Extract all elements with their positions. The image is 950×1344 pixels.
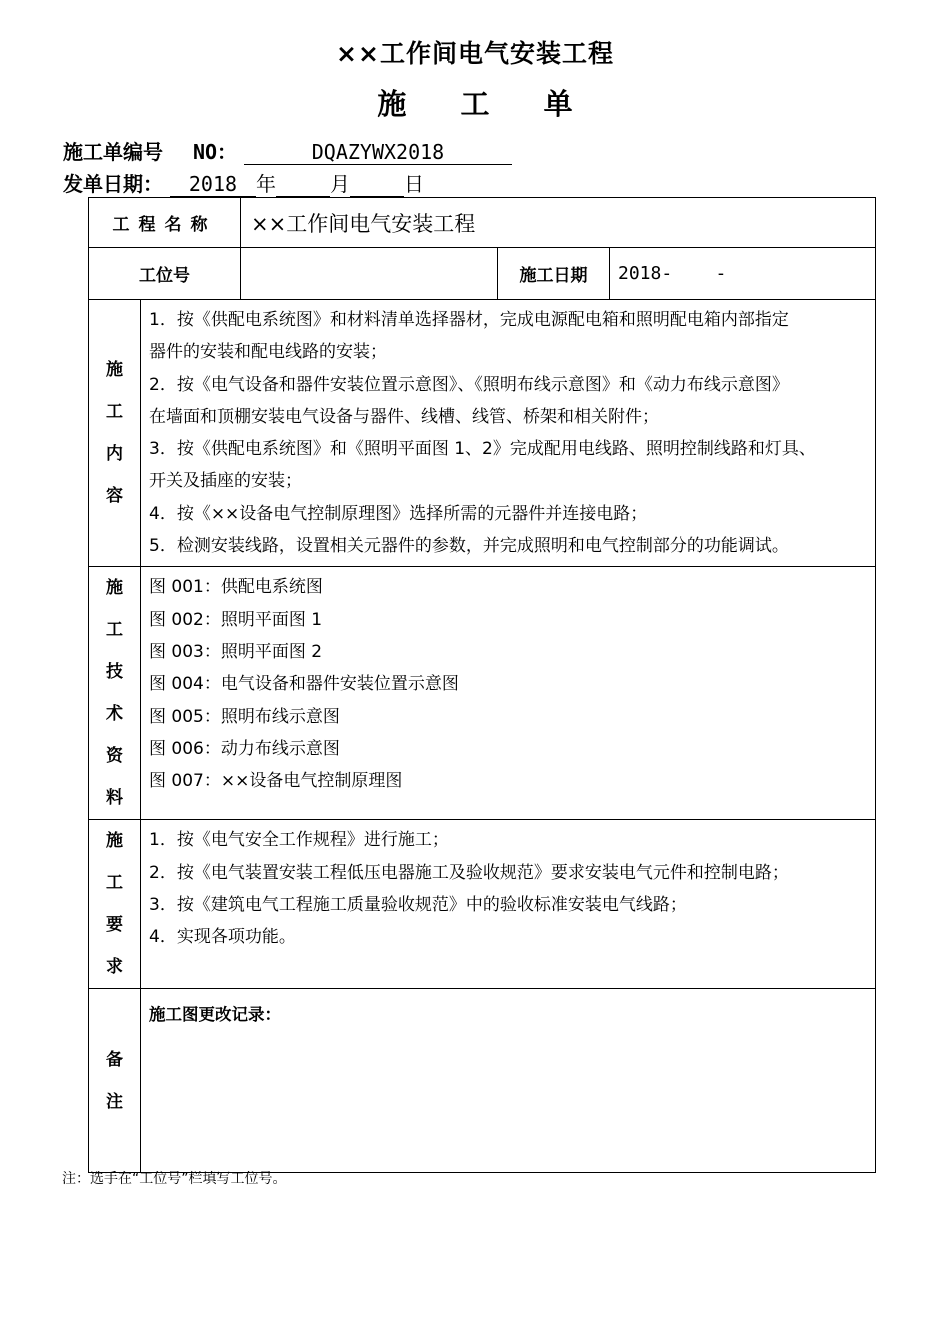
content-line: 5．检测安装线路，设置相关元器件的参数，并完成照明和电气控制部分的功能调试。: [149, 536, 789, 557]
year-unit: 年: [255, 172, 276, 196]
month-unit: 月: [329, 172, 350, 196]
construction-date-field[interactable]: 2018- -: [610, 248, 876, 300]
content-line: 开关及插座的安装；: [149, 471, 302, 492]
day-unit: 日: [403, 172, 424, 196]
requirement-line: 4．实现各项功能。: [149, 927, 296, 948]
tech-doc-item: 图 003：照明平面图 2: [149, 641, 323, 662]
no-label: NO：: [192, 140, 238, 164]
project-name-label: 工程名称: [89, 198, 241, 248]
station-label: 工位号: [89, 248, 241, 300]
remarks-row: [89, 989, 876, 1173]
tech-doc-item: 图 001：供配电系统图: [149, 577, 323, 598]
requirements-text: [141, 820, 876, 989]
tech-doc-item: 图 007：××设备电气控制原理图: [149, 771, 403, 792]
content-row: [89, 300, 876, 567]
requirement-line: 1．按《电气安全工作规程》进行施工；: [149, 830, 449, 851]
document-subtitle: 施 工 单: [377, 87, 595, 121]
requirement-line: 2．按《电气装置安装工程低压电器施工及验收规范》要求安装电气元件和控制电路；: [149, 862, 789, 883]
content-line: 3．按《供配电系统图》和《照明平面图 1、2》完成配用电线路、照明控制线路和灯具、: [149, 439, 816, 460]
remarks-label: 备 注: [89, 989, 141, 1173]
remarks-title: 施工图更改记录：: [149, 1005, 281, 1025]
issue-date-label: 发单日期：: [63, 172, 163, 196]
requirements-label: 施 工 要 求: [89, 820, 141, 989]
requirement-line: 3．按《建筑电气工程施工质量验收规范》中的验收标准安装电气线路；: [149, 894, 687, 915]
content-line: 器件的安装和配电线路的安装；: [149, 342, 387, 363]
remarks-field[interactable]: [141, 989, 876, 1173]
order-number-label: 施工单编号: [63, 140, 163, 164]
content-label: 施 工 内 容: [89, 300, 141, 567]
content-line: 在墙面和顶棚安装电气设备与器件、线槽、线管、桥架和相关附件；: [149, 406, 659, 427]
tech-doc-item: 图 004：电气设备和器件安装位置示意图: [149, 674, 459, 695]
document-title: ××工作间电气安装工程: [336, 39, 614, 68]
order-number-field[interactable]: DQAZYWX2018: [244, 140, 512, 165]
content-line: 4．按《××设备电气控制原理图》选择所需的元器件并连接电路；: [149, 503, 648, 524]
tech-docs-row: [89, 567, 876, 820]
construction-order-table: [88, 197, 876, 1173]
content-text: [141, 300, 876, 567]
construction-date-label: 施工日期: [498, 248, 610, 300]
order-number-row: [63, 136, 512, 165]
project-name-value: ××工作间电气安装工程: [241, 198, 876, 248]
footnote: 注：选手在“工位号”栏填写工位号。: [62, 1171, 287, 1187]
tech-doc-item: 图 002：照明平面图 1: [149, 609, 323, 630]
tech-doc-item: 图 006：动力布线示意图: [149, 738, 340, 759]
station-row: [89, 248, 876, 300]
content-line: 1．按《供配电系统图》和材料清单选择器材，完成电源配电箱和照明配电箱内部指定: [149, 310, 789, 330]
year-field[interactable]: 2018: [170, 172, 256, 197]
project-name-row: [89, 198, 876, 248]
tech-docs-label: 施 工 技 术 资 料: [89, 567, 141, 820]
issue-date-row: [63, 168, 424, 197]
tech-doc-item: 图 005：照明布线示意图: [149, 706, 340, 727]
tech-docs-text: [141, 567, 876, 820]
station-field[interactable]: [241, 248, 498, 300]
content-line: 2．按《电气设备和器件安装位置示意图》、《照明布线示意图》和《动力布线示意图》: [149, 374, 789, 395]
requirements-row: [89, 820, 876, 989]
month-field[interactable]: [276, 172, 330, 197]
day-field[interactable]: [350, 172, 404, 197]
